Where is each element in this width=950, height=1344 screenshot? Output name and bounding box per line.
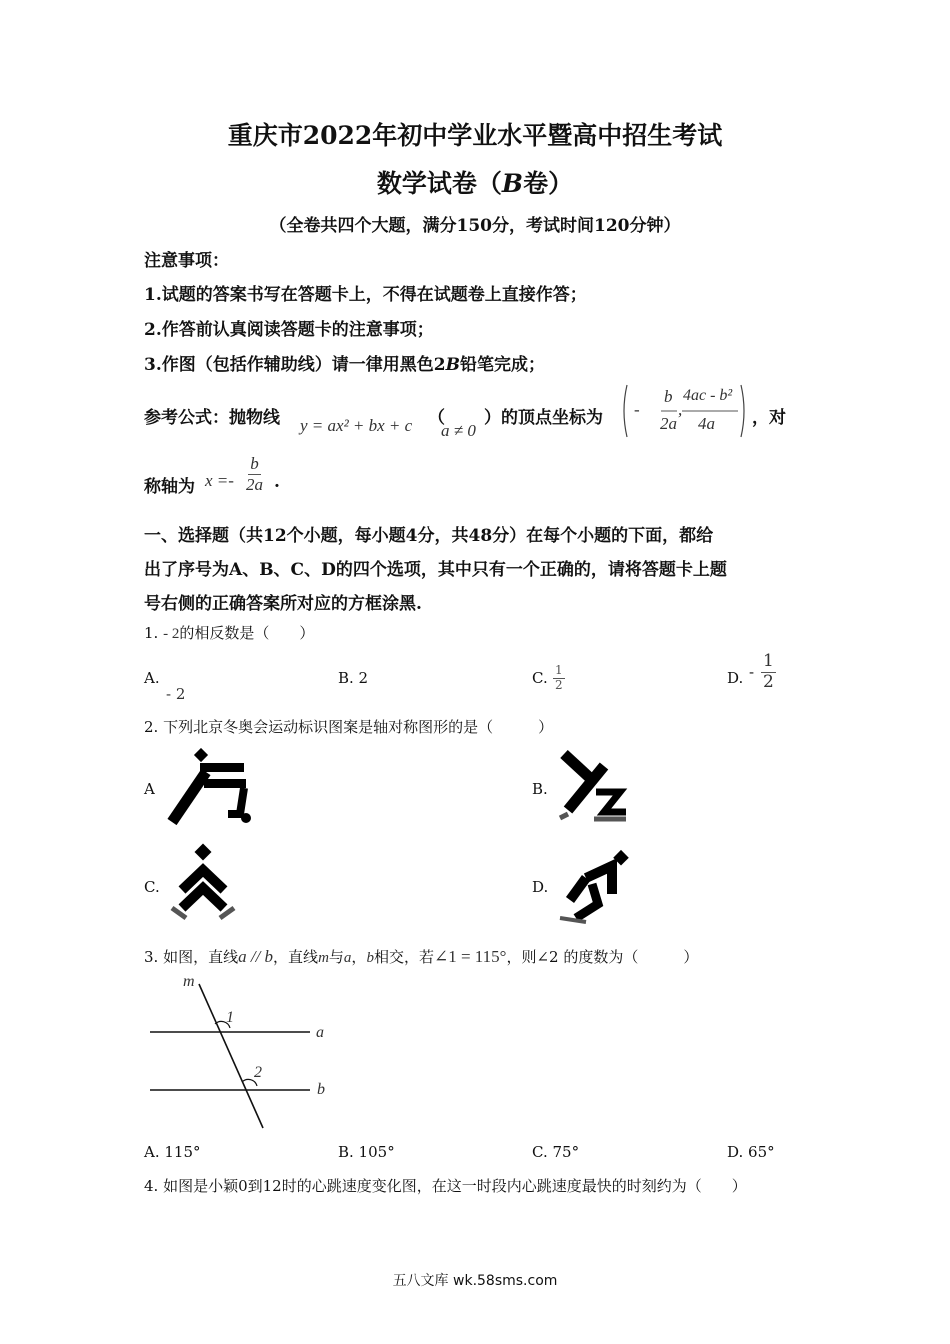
vertex-formula (620, 383, 748, 439)
q2-option-a: A (144, 780, 155, 798)
section1-line2: 出了序号为A、B、C、D的四个选项，其中只有一个正确的，请将答题卡上题 (144, 560, 727, 580)
vertex-neg: - (634, 400, 640, 419)
exam-title: 重庆市2022年初中学业水平暨高中招生考试 (227, 121, 723, 150)
q2-icon-a (160, 748, 260, 828)
notice-item-2: 2.作答前认真阅读答题卡的注意事项； (144, 320, 434, 340)
axis-period: . (274, 472, 280, 492)
q3-stem: 3. 如图，直线a // b，直线m与a，b相交，若∠1 = 115°，则∠2 的度数为（ ） (144, 947, 699, 966)
axis-x: x =- (205, 471, 234, 490)
exam-subtitle: 数学试卷（B卷） (376, 169, 574, 198)
formula-condition: a ≠ 0 (441, 421, 476, 440)
vertex-num2: 4ac - b² (683, 387, 733, 404)
q2-icon-d (552, 848, 636, 928)
vertex-4a: 4a (698, 414, 715, 433)
formula-vertex-label: ）的顶点坐标为 (484, 408, 603, 428)
parabola-formula: y = ax² + bx + c (300, 416, 413, 435)
q3-option-d: D. 65° (727, 1143, 775, 1161)
vertex-b: b (664, 387, 673, 406)
vertex-2a: 2a (660, 414, 677, 433)
section1-line3: 号右侧的正确答案所对应的方框涂黑. (144, 594, 422, 614)
q2-option-d: D. (532, 878, 549, 896)
q1-option-d-neg: - (749, 663, 755, 681)
fig-label-a: a (316, 1024, 324, 1041)
q1-option-b: B. 2 (338, 669, 369, 687)
q1-option-a-value: - 2 (166, 685, 186, 703)
q1-stem: 1. - 2的相反数是（ ） (144, 624, 315, 642)
q3-option-a: A. 115° (144, 1143, 201, 1161)
notices-heading: 注意事项： (144, 251, 229, 271)
q2-icon-c (168, 842, 240, 926)
q1-option-a: A. (144, 669, 160, 687)
vertex-comma: , (678, 400, 683, 419)
section1-line1: 一、选择题（共12个小题，每小题4分，共48分）在每个小题的下面，都给 (144, 526, 714, 546)
exam-note: （全卷共四个大题，满分150分，考试时间120分钟） (269, 216, 681, 236)
axis-num: b (250, 454, 259, 473)
notice-item-3: 3.作图（包括作辅助线）请一律用黑色2B铅笔完成； (144, 355, 545, 375)
q3-option-b: B. 105° (338, 1143, 395, 1161)
fig-label-b: b (317, 1081, 325, 1098)
q2-icon-b (552, 748, 632, 828)
axis-fraction (244, 454, 265, 494)
formula-label: 参考公式：抛物线 (144, 408, 280, 428)
q1-option-d-frac: $\frac{1}{2}$ (763, 651, 774, 692)
axis-den: 2a (246, 474, 263, 494)
footer-watermark: 五八文库 wk.58sms.com (392, 1273, 558, 1289)
axis-label: 称轴为 (144, 477, 195, 497)
q1-option-d: D. (727, 669, 744, 687)
fig-label-2: 2 (254, 1064, 262, 1081)
q3-option-c: C. 75° (532, 1143, 580, 1161)
notice-item-1: 1.试题的答案书写在答题卡上，不得在试题卷上直接作答； (144, 285, 587, 305)
fig-label-1: 1 (226, 1009, 234, 1026)
formula-open-paren: （ (428, 408, 445, 428)
fig-label-m: m (183, 973, 195, 990)
formula-tail: ，对 (752, 408, 786, 428)
q1-option-c-frac: $\frac{1}{2}$ (555, 663, 563, 692)
line-m (199, 984, 263, 1128)
q1-option-c: C. (532, 669, 548, 687)
q2-stem: 2. 下列北京冬奥会运动标识图案是轴对称图形的是（ ） (144, 718, 554, 736)
q3-figure (140, 972, 340, 1137)
q2-option-c: C. (144, 878, 160, 896)
q4-stem: 4. 如图是小颖0到12时的心跳速度变化图，在这一时段内心跳速度最快的时刻约为（ ） (144, 1177, 747, 1195)
q2-option-b: B. (532, 780, 548, 798)
